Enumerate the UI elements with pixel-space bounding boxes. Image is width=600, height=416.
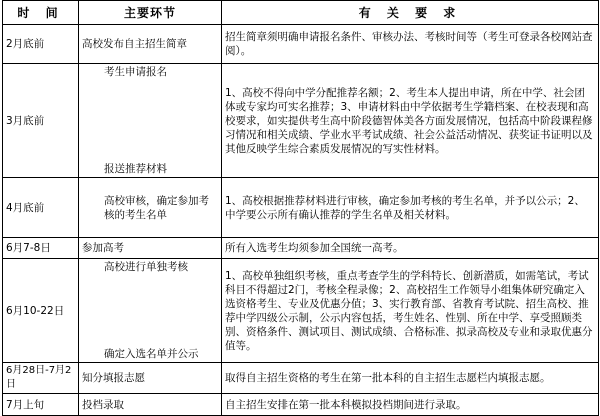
row-requirement: 自主招生安排在第一批本科模拟投档期间进行录取。 [222,394,599,416]
row-time: 6月10-22日 [3,259,79,363]
row-stage: 高校发布自主招生简章 [79,25,222,64]
row-stage-top: 考生申请报名 [104,66,167,78]
row-stage-bottom: 报送推荐材料 [104,163,167,175]
row-time: 3月底前 [3,64,79,178]
row-time: 6月28日-7月2日 [3,363,79,394]
table-row [3,25,599,64]
table-row [3,238,599,259]
row-requirement: 1、高校根据推荐材料进行审核，确定参加考核的考生名单，并予以公示；2、中学要公示所有确认推荐的学生名单及相关材料。 [222,178,599,238]
table-row [3,178,599,238]
row-requirement: 1、高校不得向中学分配推荐名额；2、考生本人提出申请，所在中学、社会团体或专家均可实名推荐；3、申请材料由中学依据考生学籍档案、在校表现和高校要求，如实提供考生高中阶段德智体美各方面发展情况，包括高中阶段课程修习情况和相关成绩、学业水平考试成绩、社会公益活动情况、获奖证书证明以及其他反映学生综合素质发展情况的写实性材料。 [222,64,599,178]
row-stage: 投档录取 [79,394,222,416]
row-stage-top: 高校进行单独考核 [104,261,188,273]
table-row [3,64,599,178]
row-stage-bottom: 确定入选名单并公示 [104,348,199,360]
row-requirement: 取得自主招生资格的考生在第一批本科的自主招生志愿栏内填报志愿。 [222,363,599,394]
row-time: 4月底前 [3,178,79,238]
table-row [3,363,599,394]
admission-schedule-table [2,0,599,416]
schedule-table-container [2,0,598,411]
row-requirement: 招生简章须明确申请报名条件、审核办法、考核时间等（考生可登录各校网站查阅）。 [222,25,599,64]
row-requirement: 所有入选考生均须参加全国统一高考。 [222,238,599,259]
row-time: 6月7-8日 [3,238,79,259]
row-stage: 知分填报志愿 [79,363,222,394]
row-stage [79,259,222,363]
table-header-row [3,1,599,25]
table-row [3,259,599,363]
table-row [3,394,599,416]
row-time: 7月上旬 [3,394,79,416]
header-requirement: 有 关 要 求 [222,1,599,25]
header-stage: 主要环节 [79,1,222,25]
row-stage: 参加高考 [79,238,222,259]
row-requirement: 1、高校单独组织考核，重点考查学生的学科特长、创新潜质，如需笔试，考试科目不得超过2门，考核全程录像；2、高校招生工作领导小组集体研究确定入选资格考生、专业及优惠分值；3、实行教育部、省教育考试院、招生高校、推荐中学四级公示制，公示内容包括，考生姓名、性别、所在中学、享受照顾类别、资格条件、测试项目、测试成绩、合格标准、拟录高校及专业和录取优惠分值等。 [222,259,599,363]
header-time: 时 间 [3,1,79,25]
row-stage: 高校审核，确定参加考核的考生名单 [79,178,222,238]
row-time: 2月底前 [3,25,79,64]
row-stage [79,64,222,178]
